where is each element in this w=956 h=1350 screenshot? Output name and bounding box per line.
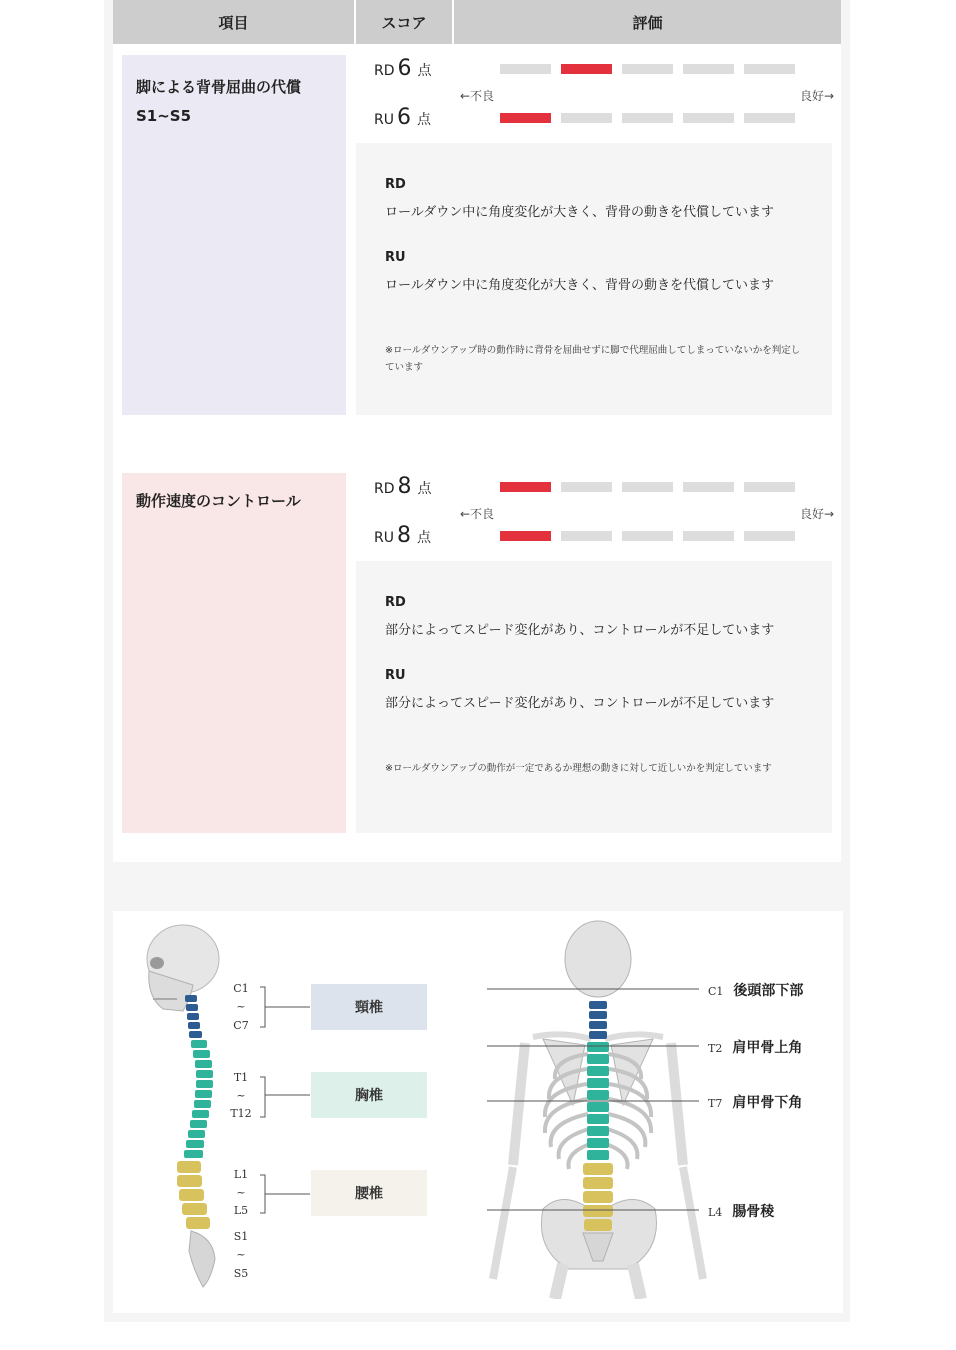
landmark-name: 後頭部下部	[733, 983, 804, 999]
rd-heading: RD	[385, 177, 406, 192]
header-item: 項目	[113, 0, 354, 44]
ru-heading: RU	[385, 250, 406, 265]
landmark-lines	[487, 981, 702, 1221]
score-value: 8	[397, 474, 412, 499]
landmark-name: 腸骨稜	[732, 1204, 775, 1220]
score-prefix: RD	[374, 63, 395, 79]
score-bar	[561, 482, 612, 492]
score-bar-active	[500, 482, 551, 492]
row2-description	[356, 561, 832, 833]
region-thoracic: 胸椎	[311, 1072, 427, 1118]
ru-heading: RU	[385, 668, 406, 683]
axis-bad-label: ←不良	[460, 507, 495, 521]
row1-label-box	[122, 55, 346, 415]
judgement-note: ※ロールダウンアップ時の動作時に背骨を屈曲せずに脚で代理屈曲してしまっていないかを判定しています	[385, 345, 801, 373]
score-bar	[683, 64, 734, 74]
s-range-bottom: S5	[233, 1267, 249, 1280]
row2-title: 動作速度のコントロール	[136, 492, 301, 510]
s-range-top: S1	[233, 1230, 249, 1243]
landmark-name: 肩甲骨上角	[732, 1040, 803, 1056]
c-range-top: C1	[233, 982, 249, 995]
score-prefix: RD	[374, 481, 395, 497]
landmark-code: L4	[708, 1206, 723, 1219]
landmark-t2	[708, 1037, 802, 1057]
cervical-vertebrae	[185, 995, 202, 1038]
t-range-top: T1	[233, 1071, 249, 1084]
score-prefix: RU	[374, 530, 394, 546]
header-evaluation: 評価	[454, 0, 841, 44]
ru-comment: 部分によってスピード変化があり、コントロールが不足しています	[385, 696, 775, 711]
judgement-note: ※ロールダウンアップの動作が一定であるか理想の動きに対して近しいかを判定しています	[385, 763, 772, 774]
score-bar	[744, 482, 795, 492]
c-range-tilde: ~	[236, 1000, 246, 1013]
landmark-code: C1	[708, 985, 724, 998]
l-range-tilde: ~	[236, 1186, 246, 1199]
row2-ru-score	[374, 523, 431, 548]
score-bar	[622, 113, 673, 123]
score-bar	[683, 113, 734, 123]
row2-label-box	[122, 473, 346, 833]
landmark-t7	[708, 1092, 802, 1112]
landmark-name: 肩甲骨下角	[732, 1095, 803, 1111]
rd-heading: RD	[385, 595, 406, 610]
landmark-c1	[708, 980, 803, 1000]
landmark-code: T7	[708, 1097, 723, 1110]
landmark-l4	[708, 1201, 774, 1221]
score-bar	[500, 64, 551, 74]
s-range-tilde: ~	[236, 1248, 246, 1261]
score-bar	[561, 531, 612, 541]
c-range-bottom: C7	[233, 1019, 249, 1032]
score-bar-active	[500, 531, 551, 541]
score-value: 8	[396, 523, 411, 548]
axis-bad-label: ←不良	[460, 89, 495, 103]
spine-reference-panel	[113, 911, 843, 1313]
score-bar	[683, 482, 734, 492]
right-femur	[633, 1264, 641, 1299]
t-range-tilde: ~	[236, 1089, 246, 1102]
region-lumbar: 腰椎	[311, 1170, 427, 1216]
score-unit: 点	[417, 63, 432, 79]
score-value: 6	[397, 56, 412, 81]
score-bar	[622, 531, 673, 541]
lumbar-vertebrae	[177, 1161, 210, 1229]
row1-title: 脚による背骨屈曲の代償	[136, 78, 302, 96]
sacrum	[189, 1231, 215, 1287]
score-bar	[622, 482, 673, 492]
score-bar-active	[500, 113, 551, 123]
score-unit: 点	[416, 112, 431, 128]
score-bar	[744, 531, 795, 541]
axis-good-label: 良好→	[800, 89, 835, 103]
left-femur	[555, 1264, 563, 1299]
score-bar	[561, 113, 612, 123]
score-bar-active	[561, 64, 612, 74]
rd-comment: ロールダウン中に角度変化が大きく、背骨の動きを代償しています	[385, 205, 774, 220]
row2-rd-score	[374, 474, 432, 499]
score-bar	[683, 531, 734, 541]
rd-comment: 部分によってスピード変化があり、コントロールが不足しています	[385, 623, 775, 638]
score-value: 6	[396, 105, 411, 130]
score-unit: 点	[416, 530, 431, 546]
score-unit: 点	[417, 481, 432, 497]
score-bar	[744, 113, 795, 123]
row1-subtitle: S1~S5	[136, 107, 192, 125]
header-score: スコア	[356, 0, 452, 44]
range-brackets	[258, 981, 318, 1221]
ru-comment: ロールダウン中に角度変化が大きく、背骨の動きを代償しています	[385, 278, 774, 293]
score-bar	[622, 64, 673, 74]
landmark-code: T2	[708, 1042, 723, 1055]
l-range-bottom: L5	[233, 1204, 249, 1217]
score-bar	[744, 64, 795, 74]
eye-socket	[150, 957, 164, 969]
thoracic-vertebrae	[184, 1040, 213, 1158]
t-range-bottom: T12	[230, 1107, 252, 1120]
row1-description	[356, 143, 832, 415]
axis-good-label: 良好→	[800, 507, 835, 521]
l-range-top: L1	[233, 1168, 249, 1181]
region-cervical: 頸椎	[311, 984, 427, 1030]
row1-rd-score	[374, 56, 432, 81]
row1-ru-score	[374, 105, 431, 130]
score-prefix: RU	[374, 112, 394, 128]
